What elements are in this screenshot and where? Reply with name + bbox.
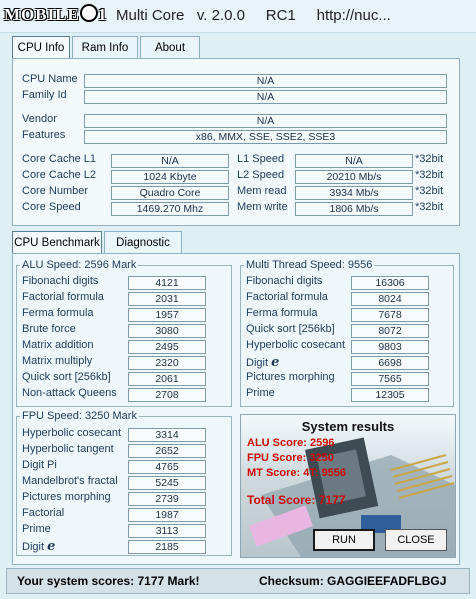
- core-speed-field: 1469.270 Mhz: [111, 202, 229, 216]
- mt-row-label-text: Quick sort [256kb]: [246, 323, 335, 335]
- mt-row-value: 16306: [351, 276, 429, 290]
- features-field: x86, MMX, SSE, SSE2, SSE3: [84, 130, 447, 144]
- mem-write-label: Mem write: [237, 201, 288, 213]
- alu-row-value: 2708: [128, 388, 206, 402]
- total-score: Total Score: 7177: [247, 493, 346, 507]
- fpu-row-value: 4765: [128, 460, 206, 474]
- mt-row-label: [246, 387, 275, 399]
- alu-row-label-text: Brute force: [22, 323, 76, 335]
- fpu-row-value: 3113: [128, 524, 206, 538]
- core-speed-label: Core Speed: [22, 201, 81, 213]
- mt-row-label: [246, 323, 335, 335]
- fpu-row-label: [22, 475, 118, 487]
- alu-row-label: [22, 387, 117, 399]
- family-id-label: Family Id: [22, 89, 67, 101]
- vendor-field: N/A: [84, 114, 447, 128]
- cpu-name-label: CPU Name: [22, 73, 78, 85]
- core-cache-l2-field: 1024 Kbyte: [111, 170, 229, 184]
- family-id-field: N/A: [84, 90, 447, 104]
- alu-row-label-text: Factorial formula: [22, 291, 104, 303]
- l1-speed-label: L1 Speed: [237, 153, 285, 165]
- core-cache-l1-field: N/A: [111, 154, 229, 168]
- mem-read-bits-unit: *32bit: [415, 185, 444, 197]
- mem-write-bits-unit: *32bit: [415, 201, 444, 213]
- core-number-label: Core Number: [22, 185, 89, 197]
- fpu-row-value: 5245: [128, 476, 206, 490]
- mem-read-field: 3934 Mb/s: [295, 186, 413, 200]
- alu-row-label-text: Matrix addition: [22, 339, 94, 351]
- mem-read-label: Mem read: [237, 185, 287, 197]
- mt-row-value: 8024: [351, 292, 429, 306]
- mt-row-label: [246, 275, 322, 287]
- l1-speed-field: N/A: [295, 154, 413, 168]
- alu-row-value: 2495: [128, 340, 206, 354]
- mt-row-label-text: Factorial formula: [246, 291, 328, 303]
- l2-speed-field: 20210 Mb/s: [295, 170, 413, 184]
- tab-ram-info[interactable]: Ram Info: [72, 36, 138, 59]
- alu-row-label: [22, 275, 98, 287]
- core-number-field: Quadro Core: [111, 186, 229, 200]
- tab-about[interactable]: About: [140, 36, 200, 59]
- window-title: Multi Core v. 2.0.0 RC1 http://nuc...: [116, 7, 391, 24]
- alu-row-value: 3080: [128, 324, 206, 338]
- fpu-row-value: 1987: [128, 508, 206, 522]
- alu-title: ALU Speed: 2596 Mark: [22, 259, 137, 271]
- close-button[interactable]: CLOSE: [385, 529, 447, 551]
- mt-row-label-text: Hyperbolic cosecant: [246, 339, 346, 351]
- features-label: Features: [22, 129, 66, 141]
- euler-e-symbol: e: [47, 539, 56, 554]
- mt-row-label-text: Ferma formula: [246, 307, 318, 319]
- mt-row-value: 12305: [351, 388, 429, 402]
- mt-row-label-text: Digit: [246, 357, 269, 369]
- mt-row-label-text: Pictures morphing: [246, 371, 335, 383]
- tab-diagnostic[interactable]: Diagnostic: [104, 231, 182, 254]
- alu-row-label: [22, 323, 76, 335]
- l2-speed-label: L2 Speed: [237, 169, 285, 181]
- mt-row-label: [246, 371, 335, 383]
- cpu-info-panel: [12, 58, 460, 226]
- alu-row-label: [22, 291, 104, 303]
- fpu-row-value: 2652: [128, 444, 206, 458]
- tab-cpu-info[interactable]: CPU Info: [12, 36, 70, 59]
- alu-row-label-text: Quick sort [256kb]: [22, 371, 111, 383]
- status-bar: [6, 568, 470, 594]
- alu-row-label: [22, 339, 94, 351]
- fpu-row-label: [22, 443, 114, 455]
- alu-row-label-text: Non-attack Queens: [22, 387, 117, 399]
- core-cache-l2-label: Core Cache L2: [22, 169, 96, 181]
- alu-row-value: 2320: [128, 356, 206, 370]
- fpu-row-label-text: Digit: [22, 541, 45, 553]
- fpu-row-label-text: Prime: [22, 523, 51, 535]
- cpu-name-field: N/A: [84, 74, 447, 88]
- mt-row-value: 7565: [351, 372, 429, 386]
- system-score-text: Your system scores: 7177 Mark!: [17, 574, 200, 588]
- checksum-text: Checksum: GAGGIEEFADFLBGJ: [259, 574, 447, 588]
- mt-score: MT Score: 4T: 9556: [247, 467, 347, 479]
- alu-row-label: [22, 355, 92, 367]
- l2-bits-unit: *32bit: [415, 169, 444, 181]
- mem-write-field: 1806 Mb/s: [295, 202, 413, 216]
- mt-row-label: [246, 291, 328, 303]
- euler-e-symbol: e: [271, 355, 280, 370]
- alu-row-value: 1957: [128, 308, 206, 322]
- mt-row-label: [246, 307, 318, 319]
- mt-row-value: 8072: [351, 324, 429, 338]
- vendor-label: Vendor: [22, 113, 57, 125]
- fpu-row-label-text: Hyperbolic cosecant: [22, 427, 122, 439]
- fpu-row-value: 2185: [128, 540, 206, 554]
- title-bar: [0, 0, 476, 33]
- fpu-score: FPU Score: 3250: [247, 452, 334, 464]
- alu-row-label: [22, 371, 111, 383]
- mt-row-value: 7678: [351, 308, 429, 322]
- alu-row-label: [22, 307, 94, 319]
- fpu-row-label: [22, 523, 51, 535]
- fpu-row-label-text: Mandelbrot's fractal: [22, 475, 118, 487]
- fpu-row-label: [22, 539, 55, 554]
- alu-row-label-text: Ferma formula: [22, 307, 94, 319]
- fpu-row-label-text: Digit Pi: [22, 459, 57, 471]
- fpu-row-label: [22, 459, 57, 471]
- core-cache-l1-label: Core Cache L1: [22, 153, 96, 165]
- mt-row-value: 9803: [351, 340, 429, 354]
- fpu-row-label-text: Pictures morphing: [22, 491, 111, 503]
- alu-row-label-text: Fibonachi digits: [22, 275, 99, 287]
- fpu-row-label-text: Factorial: [22, 507, 65, 519]
- tab-cpu-benchmark[interactable]: CPU Benchmark: [12, 231, 102, 254]
- fpu-row-label: [22, 507, 64, 519]
- l1-bits-unit: *32bit: [415, 153, 444, 165]
- fpu-row-label: [22, 491, 111, 503]
- run-button[interactable]: RUN: [313, 529, 375, 551]
- mt-row-label: [246, 355, 279, 370]
- alu-row-value: 2061: [128, 372, 206, 386]
- mt-row-value: 6698: [351, 356, 429, 370]
- alu-score: ALU Score: 2596: [247, 437, 335, 449]
- fpu-row-label-text: Hyperbolic tangent: [22, 443, 114, 455]
- fpu-row-value: 2739: [128, 492, 206, 506]
- results-title: System results: [301, 419, 395, 434]
- mt-row-label-text: Prime: [246, 387, 275, 399]
- fpu-title: FPU Speed: 3250 Mark: [22, 410, 137, 422]
- alu-row-value: 4121: [128, 276, 206, 290]
- alu-row-value: 2031: [128, 292, 206, 306]
- fpu-row-label: [22, 427, 121, 439]
- alu-row-label-text: Matrix multiply: [22, 355, 93, 367]
- mt-row-label: [246, 339, 345, 351]
- system-results-panel: [240, 414, 456, 558]
- mt-title: Multi Thread Speed: 9556: [246, 259, 373, 271]
- mt-row-label-text: Fibonachi digits: [246, 275, 323, 287]
- mobile01-logo: MOBILE 1: [4, 5, 108, 24]
- fpu-row-value: 3314: [128, 428, 206, 442]
